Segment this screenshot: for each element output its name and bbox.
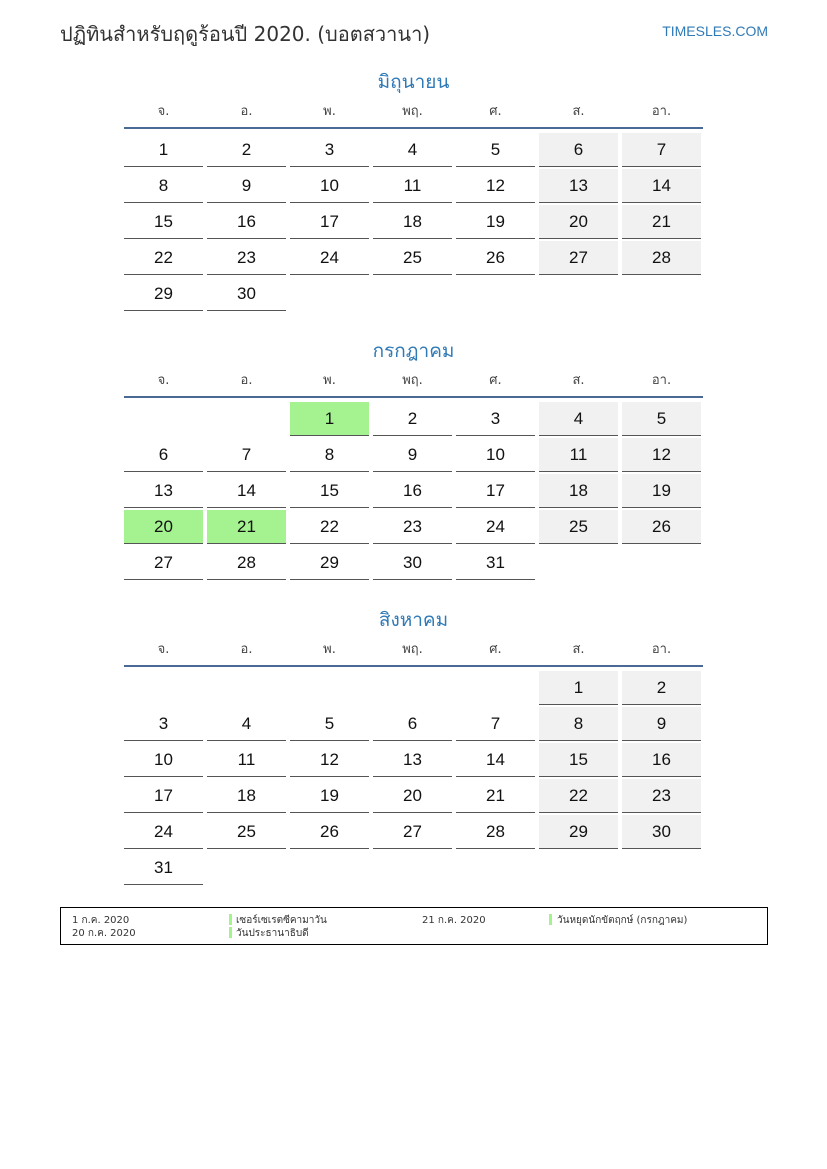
day-cell[interactable]: 28 (456, 815, 535, 849)
weekday-label: อา. (651, 373, 672, 388)
day-cell[interactable]: 15 (539, 743, 618, 777)
day-cell[interactable]: 29 (124, 277, 203, 311)
day-cell[interactable]: 8 (539, 707, 618, 741)
empty-day-cell (290, 851, 369, 885)
empty-day-cell (539, 851, 618, 885)
day-cell[interactable]: 25 (207, 815, 286, 849)
day-cell[interactable]: 19 (290, 779, 369, 813)
day-cell[interactable]: 16 (373, 474, 452, 508)
site-brand-link[interactable]: TIMESLES.COM (662, 23, 768, 39)
day-cell[interactable]: 16 (622, 743, 701, 777)
weekday-label: พ. (323, 373, 336, 388)
day-cell[interactable]: 16 (207, 205, 286, 239)
weekday-label: พฤ. (402, 104, 423, 119)
day-cell[interactable]: 14 (622, 169, 701, 203)
weekday-label: จ. (157, 373, 170, 388)
day-cell[interactable]: 17 (124, 779, 203, 813)
empty-day-cell (456, 277, 535, 311)
day-cell[interactable]: 2 (373, 402, 452, 436)
weekday-label: ส. (572, 104, 585, 119)
legend-date: 20 ก.ค. 2020 (72, 928, 136, 939)
day-cell[interactable]: 28 (207, 546, 286, 580)
weekday-label: ส. (572, 642, 585, 657)
weekday-label: พ. (323, 642, 336, 657)
month-august (124, 605, 703, 885)
weekday-label: อ. (240, 373, 253, 388)
empty-day-cell (373, 277, 452, 311)
day-cell[interactable]: 24 (290, 241, 369, 275)
day-cell[interactable]: 27 (539, 241, 618, 275)
empty-day-cell (124, 402, 203, 436)
day-cell[interactable]: 15 (290, 474, 369, 508)
day-cell[interactable]: 27 (373, 815, 452, 849)
day-cell[interactable]: 23 (373, 510, 452, 544)
holiday-marker (549, 914, 552, 925)
legend-date: 1 ก.ค. 2020 (72, 915, 130, 926)
day-cell[interactable]: 4 (207, 707, 286, 741)
day-cell[interactable]: 14 (456, 743, 535, 777)
day-cell[interactable]: 26 (622, 510, 701, 544)
empty-day-cell (622, 546, 701, 580)
day-cell[interactable]: 21 (622, 205, 701, 239)
weekday-label: จ. (157, 642, 170, 657)
day-cell[interactable]: 6 (124, 438, 203, 472)
day-cell[interactable]: 2 (207, 133, 286, 167)
day-cell[interactable]: 20 (373, 779, 452, 813)
page-title: ปฏิทินสำหรับฤดูร้อนปี 2020. (บอตสวานา) (60, 22, 431, 46)
day-cell[interactable]: 3 (290, 133, 369, 167)
empty-day-cell (539, 546, 618, 580)
empty-day-cell (373, 851, 452, 885)
day-cell[interactable]: 4 (373, 133, 452, 167)
legend-label: เซอร์เซเรตซีคามาวัน (236, 915, 327, 926)
day-cell[interactable]: 23 (207, 241, 286, 275)
day-cell[interactable]: 7 (456, 707, 535, 741)
weekday-label: ศ. (489, 642, 502, 657)
legend-label: วันประธานาธิบดี (236, 928, 309, 939)
day-cell[interactable]: 24 (124, 815, 203, 849)
empty-day-cell (207, 402, 286, 436)
day-cell[interactable]: 4 (539, 402, 618, 436)
empty-day-cell (207, 671, 286, 705)
day-cell[interactable]: 24 (456, 510, 535, 544)
day-cell[interactable]: 9 (207, 169, 286, 203)
legend-date: 21 ก.ค. 2020 (422, 915, 486, 926)
day-cell[interactable]: 21 (207, 510, 286, 544)
empty-day-cell (622, 851, 701, 885)
day-cell[interactable]: 25 (373, 241, 452, 275)
weekday-label: พ. (323, 104, 336, 119)
day-cell[interactable]: 7 (207, 438, 286, 472)
day-cell[interactable]: 30 (622, 815, 701, 849)
day-grid (124, 402, 703, 580)
weekday-label: ส. (572, 373, 585, 388)
empty-day-cell (207, 851, 286, 885)
weekday-label: จ. (157, 104, 170, 119)
empty-day-cell (290, 277, 369, 311)
empty-day-cell (124, 671, 203, 705)
empty-day-cell (539, 277, 618, 311)
empty-day-cell (290, 671, 369, 705)
day-cell[interactable]: 23 (622, 779, 701, 813)
day-cell[interactable]: 2 (622, 671, 701, 705)
day-cell[interactable]: 1 (290, 402, 369, 436)
day-cell[interactable]: 19 (456, 205, 535, 239)
day-cell[interactable]: 6 (539, 133, 618, 167)
day-cell[interactable]: 18 (539, 474, 618, 508)
weekday-label: พฤ. (402, 373, 423, 388)
day-cell[interactable]: 22 (290, 510, 369, 544)
day-cell[interactable]: 1 (539, 671, 618, 705)
day-cell[interactable]: 20 (539, 205, 618, 239)
holiday-marker (229, 914, 232, 925)
weekday-label: อ. (240, 104, 253, 119)
day-cell[interactable]: 30 (207, 277, 286, 311)
day-cell[interactable]: 12 (456, 169, 535, 203)
day-cell[interactable]: 31 (456, 546, 535, 580)
day-cell[interactable]: 29 (290, 546, 369, 580)
day-cell[interactable]: 22 (539, 779, 618, 813)
day-cell[interactable]: 13 (539, 169, 618, 203)
day-cell[interactable]: 5 (456, 133, 535, 167)
day-cell[interactable]: 21 (456, 779, 535, 813)
day-cell[interactable]: 11 (539, 438, 618, 472)
day-cell[interactable]: 19 (622, 474, 701, 508)
day-cell[interactable]: 25 (539, 510, 618, 544)
day-cell[interactable]: 6 (373, 707, 452, 741)
weekday-header (124, 635, 703, 667)
day-cell[interactable]: 10 (456, 438, 535, 472)
day-cell[interactable]: 20 (124, 510, 203, 544)
day-cell[interactable]: 26 (456, 241, 535, 275)
day-cell[interactable]: 22 (124, 241, 203, 275)
day-cell[interactable]: 30 (373, 546, 452, 580)
day-grid (124, 133, 703, 311)
weekday-label: อา. (651, 642, 672, 657)
month-title: มิถุนายน (377, 71, 450, 93)
weekday-label: ศ. (489, 373, 502, 388)
day-cell[interactable]: 13 (124, 474, 203, 508)
day-cell[interactable]: 10 (124, 743, 203, 777)
weekday-header (124, 366, 703, 398)
day-cell[interactable]: 11 (373, 169, 452, 203)
weekday-label: อ. (240, 642, 253, 657)
day-cell[interactable]: 28 (622, 241, 701, 275)
day-grid (124, 671, 703, 885)
day-cell[interactable]: 14 (207, 474, 286, 508)
day-cell[interactable]: 9 (373, 438, 452, 472)
holiday-legend (60, 907, 768, 945)
empty-day-cell (456, 851, 535, 885)
month-title: กรกฎาคม (372, 340, 455, 362)
day-cell[interactable]: 31 (124, 851, 203, 885)
day-cell[interactable]: 17 (456, 474, 535, 508)
day-cell[interactable]: 26 (290, 815, 369, 849)
weekday-header (124, 97, 703, 129)
day-cell[interactable]: 5 (622, 402, 701, 436)
day-cell[interactable]: 3 (456, 402, 535, 436)
day-cell[interactable]: 12 (290, 743, 369, 777)
day-cell[interactable]: 27 (124, 546, 203, 580)
month-title: สิงหาคม (378, 609, 449, 631)
empty-day-cell (456, 671, 535, 705)
weekday-label: อา. (651, 104, 672, 119)
day-cell[interactable]: 10 (290, 169, 369, 203)
day-cell[interactable]: 18 (207, 779, 286, 813)
holiday-marker (229, 927, 232, 938)
day-cell[interactable]: 18 (373, 205, 452, 239)
day-cell[interactable]: 8 (290, 438, 369, 472)
day-cell[interactable]: 15 (124, 205, 203, 239)
day-cell[interactable]: 12 (622, 438, 701, 472)
day-cell[interactable]: 11 (207, 743, 286, 777)
day-cell[interactable]: 9 (622, 707, 701, 741)
day-cell[interactable]: 3 (124, 707, 203, 741)
month-july (124, 336, 703, 580)
weekday-label: พฤ. (402, 642, 423, 657)
month-june (124, 67, 703, 311)
empty-day-cell (622, 277, 701, 311)
day-cell[interactable]: 7 (622, 133, 701, 167)
empty-day-cell (373, 671, 452, 705)
weekday-label: ศ. (489, 104, 502, 119)
day-cell[interactable]: 29 (539, 815, 618, 849)
day-cell[interactable]: 5 (290, 707, 369, 741)
day-cell[interactable]: 17 (290, 205, 369, 239)
day-cell[interactable]: 13 (373, 743, 452, 777)
day-cell[interactable]: 8 (124, 169, 203, 203)
legend-label: วันหยุดนักขัตฤกษ์ (กรกฎาคม) (557, 915, 688, 926)
day-cell[interactable]: 1 (124, 133, 203, 167)
